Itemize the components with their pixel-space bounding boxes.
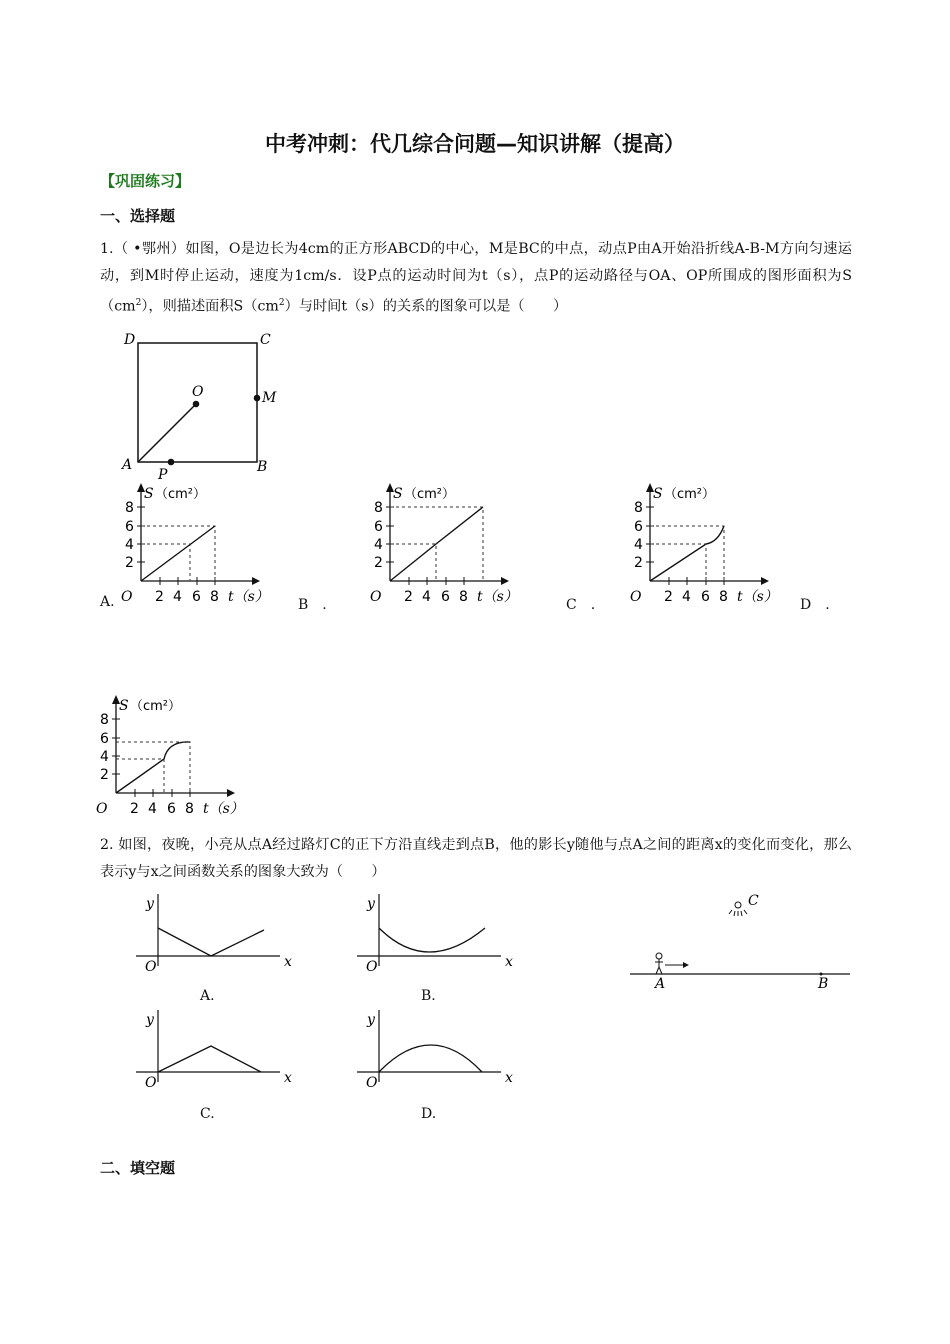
question-2-text: 2. 如图，夜晚，小亮从点A经过路灯C的正下方沿直线走到点B，他的影长y随他与点A之间的距离x的变化而变化，那么表示y与x之间函数关系的图象大致为（ ） bbox=[100, 837, 852, 880]
graph-d-xtick-8: 8 bbox=[185, 801, 194, 817]
q2-graph-a-curve bbox=[158, 928, 264, 956]
segment-oa bbox=[138, 404, 196, 462]
graph-d-curve bbox=[116, 742, 190, 793]
graph-d-ylabel-unit: （cm²） bbox=[130, 699, 182, 714]
graph-d-ytick-4: 4 bbox=[100, 749, 109, 765]
graph-d-ytick-8: 8 bbox=[100, 712, 109, 728]
square-figure bbox=[115, 330, 295, 480]
practice-heading: 【巩固练习】 bbox=[100, 172, 191, 190]
graph-b-xtick-8: 8 bbox=[459, 589, 468, 605]
graph-d-ylabel: S bbox=[119, 698, 129, 714]
q2-option-a: A. bbox=[200, 988, 215, 1004]
graph-a-curve bbox=[141, 526, 215, 581]
graph-c-xtick-6: 6 bbox=[701, 589, 710, 605]
label-a: A bbox=[122, 457, 133, 473]
graph-a-ytick-8: 8 bbox=[125, 500, 134, 516]
graph-c-xtick-4: 4 bbox=[682, 589, 691, 605]
graph-a-ytick-2: 2 bbox=[125, 555, 134, 571]
graph-a-ytick-4: 4 bbox=[125, 537, 134, 553]
q2-graph-d-xlabel: x bbox=[505, 1070, 513, 1086]
q2-graph-b bbox=[353, 890, 528, 985]
graph-c-ytick-8: 8 bbox=[634, 500, 643, 516]
label-p: P bbox=[158, 467, 168, 480]
q2-graph-a-ylabel: y bbox=[146, 896, 154, 912]
graph-a-ylabel-unit: （cm²） bbox=[155, 487, 207, 502]
option-b-label: B . bbox=[298, 597, 327, 613]
q2-graph-d-curve bbox=[379, 1045, 482, 1072]
graph-a-ytick-6: 6 bbox=[125, 519, 134, 535]
graph-d-xtick-6: 6 bbox=[167, 801, 176, 817]
graph-b-ytick-4: 4 bbox=[374, 537, 383, 553]
graph-d-origin: O bbox=[96, 801, 108, 817]
graph-b-xlabel: t（s） bbox=[477, 589, 518, 605]
graph-a-xtick-2: 2 bbox=[155, 589, 164, 605]
label-point-a: A bbox=[655, 976, 666, 992]
graph-a-xtick-8: 8 bbox=[210, 589, 219, 605]
label-lamp-c: C bbox=[748, 893, 759, 909]
graph-c-ylabel: S bbox=[653, 486, 663, 502]
point-p bbox=[168, 459, 175, 466]
graph-c-ytick-2: 2 bbox=[634, 555, 643, 571]
graph-c-ytick-4: 4 bbox=[634, 537, 643, 553]
point-m bbox=[254, 395, 261, 402]
graph-a-xtick-6: 6 bbox=[192, 589, 201, 605]
graph-a-xtick-4: 4 bbox=[173, 589, 182, 605]
q2-graph-d-origin: O bbox=[366, 1075, 378, 1091]
graph-b-ytick-6: 6 bbox=[374, 519, 383, 535]
q2-graph-a-origin: O bbox=[145, 959, 157, 975]
page-title: 中考冲刺：代几综合问题—知识讲解（提高） bbox=[265, 132, 685, 156]
graph-c-curve bbox=[650, 526, 724, 581]
graph-a-xlabel: t（s） bbox=[228, 589, 269, 605]
graph-a-origin: O bbox=[121, 589, 133, 605]
q2-graph-d-ylabel: y bbox=[367, 1012, 375, 1028]
graph-d-xtick-2: 2 bbox=[130, 801, 139, 817]
graph-b-xtick-2: 2 bbox=[404, 589, 413, 605]
question-1-text: 1.（ •鄂州）如图，O是边长为4cm的正方形ABCD的中心，M是BC的中点，动点P由A开始沿折线A-B-M方向匀速运动，到M时停止运动，速度为1cm/s．设P点的运动时间为t（s），点P的运动路径与OA、OP所围成的图形面积为$S(cm^2)$，则描述面积$S(cm^2)$与时间t（s）的关系的图象可以是（ ） bbox=[100, 241, 852, 315]
graph-d-xlabel: t（s） bbox=[203, 801, 244, 817]
q2-graph-c bbox=[132, 1006, 307, 1101]
section-fill-heading: 二、填空题 bbox=[100, 1159, 176, 1177]
q2-option-d: D. bbox=[421, 1106, 437, 1122]
q2-graph-b-ylabel: y bbox=[367, 896, 375, 912]
q2-graph-c-ylabel: y bbox=[146, 1012, 154, 1028]
q2-graph-c-xlabel: x bbox=[284, 1070, 292, 1086]
q2-option-c: C. bbox=[200, 1106, 215, 1122]
graph-b-ylabel: S bbox=[393, 486, 403, 502]
label-b: B bbox=[257, 459, 268, 475]
graph-b-ytick-8: 8 bbox=[374, 500, 383, 516]
q2-graph-c-curve bbox=[158, 1046, 261, 1072]
label-point-b: B bbox=[818, 976, 829, 992]
graph-b-xtick-6: 6 bbox=[441, 589, 450, 605]
graph-d-xtick-4: 4 bbox=[148, 801, 157, 817]
graph-c-xtick-2: 2 bbox=[664, 589, 673, 605]
graph-option-b bbox=[366, 478, 541, 608]
graph-a-ylabel: S bbox=[144, 486, 154, 502]
graph-b-origin: O bbox=[370, 589, 382, 605]
graph-option-d bbox=[92, 690, 267, 820]
label-m: M bbox=[262, 390, 277, 406]
q2-graph-d bbox=[353, 1006, 528, 1101]
graph-b-ylabel-unit: （cm²） bbox=[404, 487, 456, 502]
option-a-label: A. bbox=[100, 594, 115, 610]
graph-option-c bbox=[626, 478, 801, 608]
graph-b-xtick-4: 4 bbox=[422, 589, 431, 605]
graph-option-a bbox=[117, 478, 292, 608]
graph-c-ylabel-unit: （cm²） bbox=[664, 487, 716, 502]
graph-d-ytick-6: 6 bbox=[100, 731, 109, 747]
graph-b-ytick-2: 2 bbox=[374, 555, 383, 571]
lamp-icon bbox=[729, 902, 747, 916]
street-scene bbox=[625, 885, 855, 995]
option-d-label: D . bbox=[800, 597, 830, 613]
point-o bbox=[193, 401, 200, 408]
graph-c-origin: O bbox=[630, 589, 642, 605]
q2-graph-b-origin: O bbox=[366, 959, 378, 975]
q2-graph-c-origin: O bbox=[145, 1075, 157, 1091]
graph-c-xtick-8: 8 bbox=[719, 589, 728, 605]
label-d: D bbox=[124, 332, 136, 348]
q2-option-b: B. bbox=[421, 988, 436, 1004]
option-c-label: C . bbox=[566, 597, 596, 613]
section-choice-heading: 一、选择题 bbox=[100, 207, 176, 225]
arrow-right-icon bbox=[665, 962, 689, 968]
graph-c-ytick-6: 6 bbox=[634, 519, 643, 535]
q2-graph-a bbox=[132, 890, 307, 985]
graph-c-xlabel: t（s） bbox=[737, 589, 778, 605]
person-icon bbox=[655, 953, 663, 974]
q2-graph-a-xlabel: x bbox=[284, 954, 292, 970]
label-c: C bbox=[260, 332, 271, 348]
q2-graph-b-xlabel: x bbox=[505, 954, 513, 970]
graph-d-ytick-2: 2 bbox=[100, 767, 109, 783]
q2-graph-b-curve bbox=[379, 928, 485, 952]
label-o: O bbox=[192, 384, 204, 400]
